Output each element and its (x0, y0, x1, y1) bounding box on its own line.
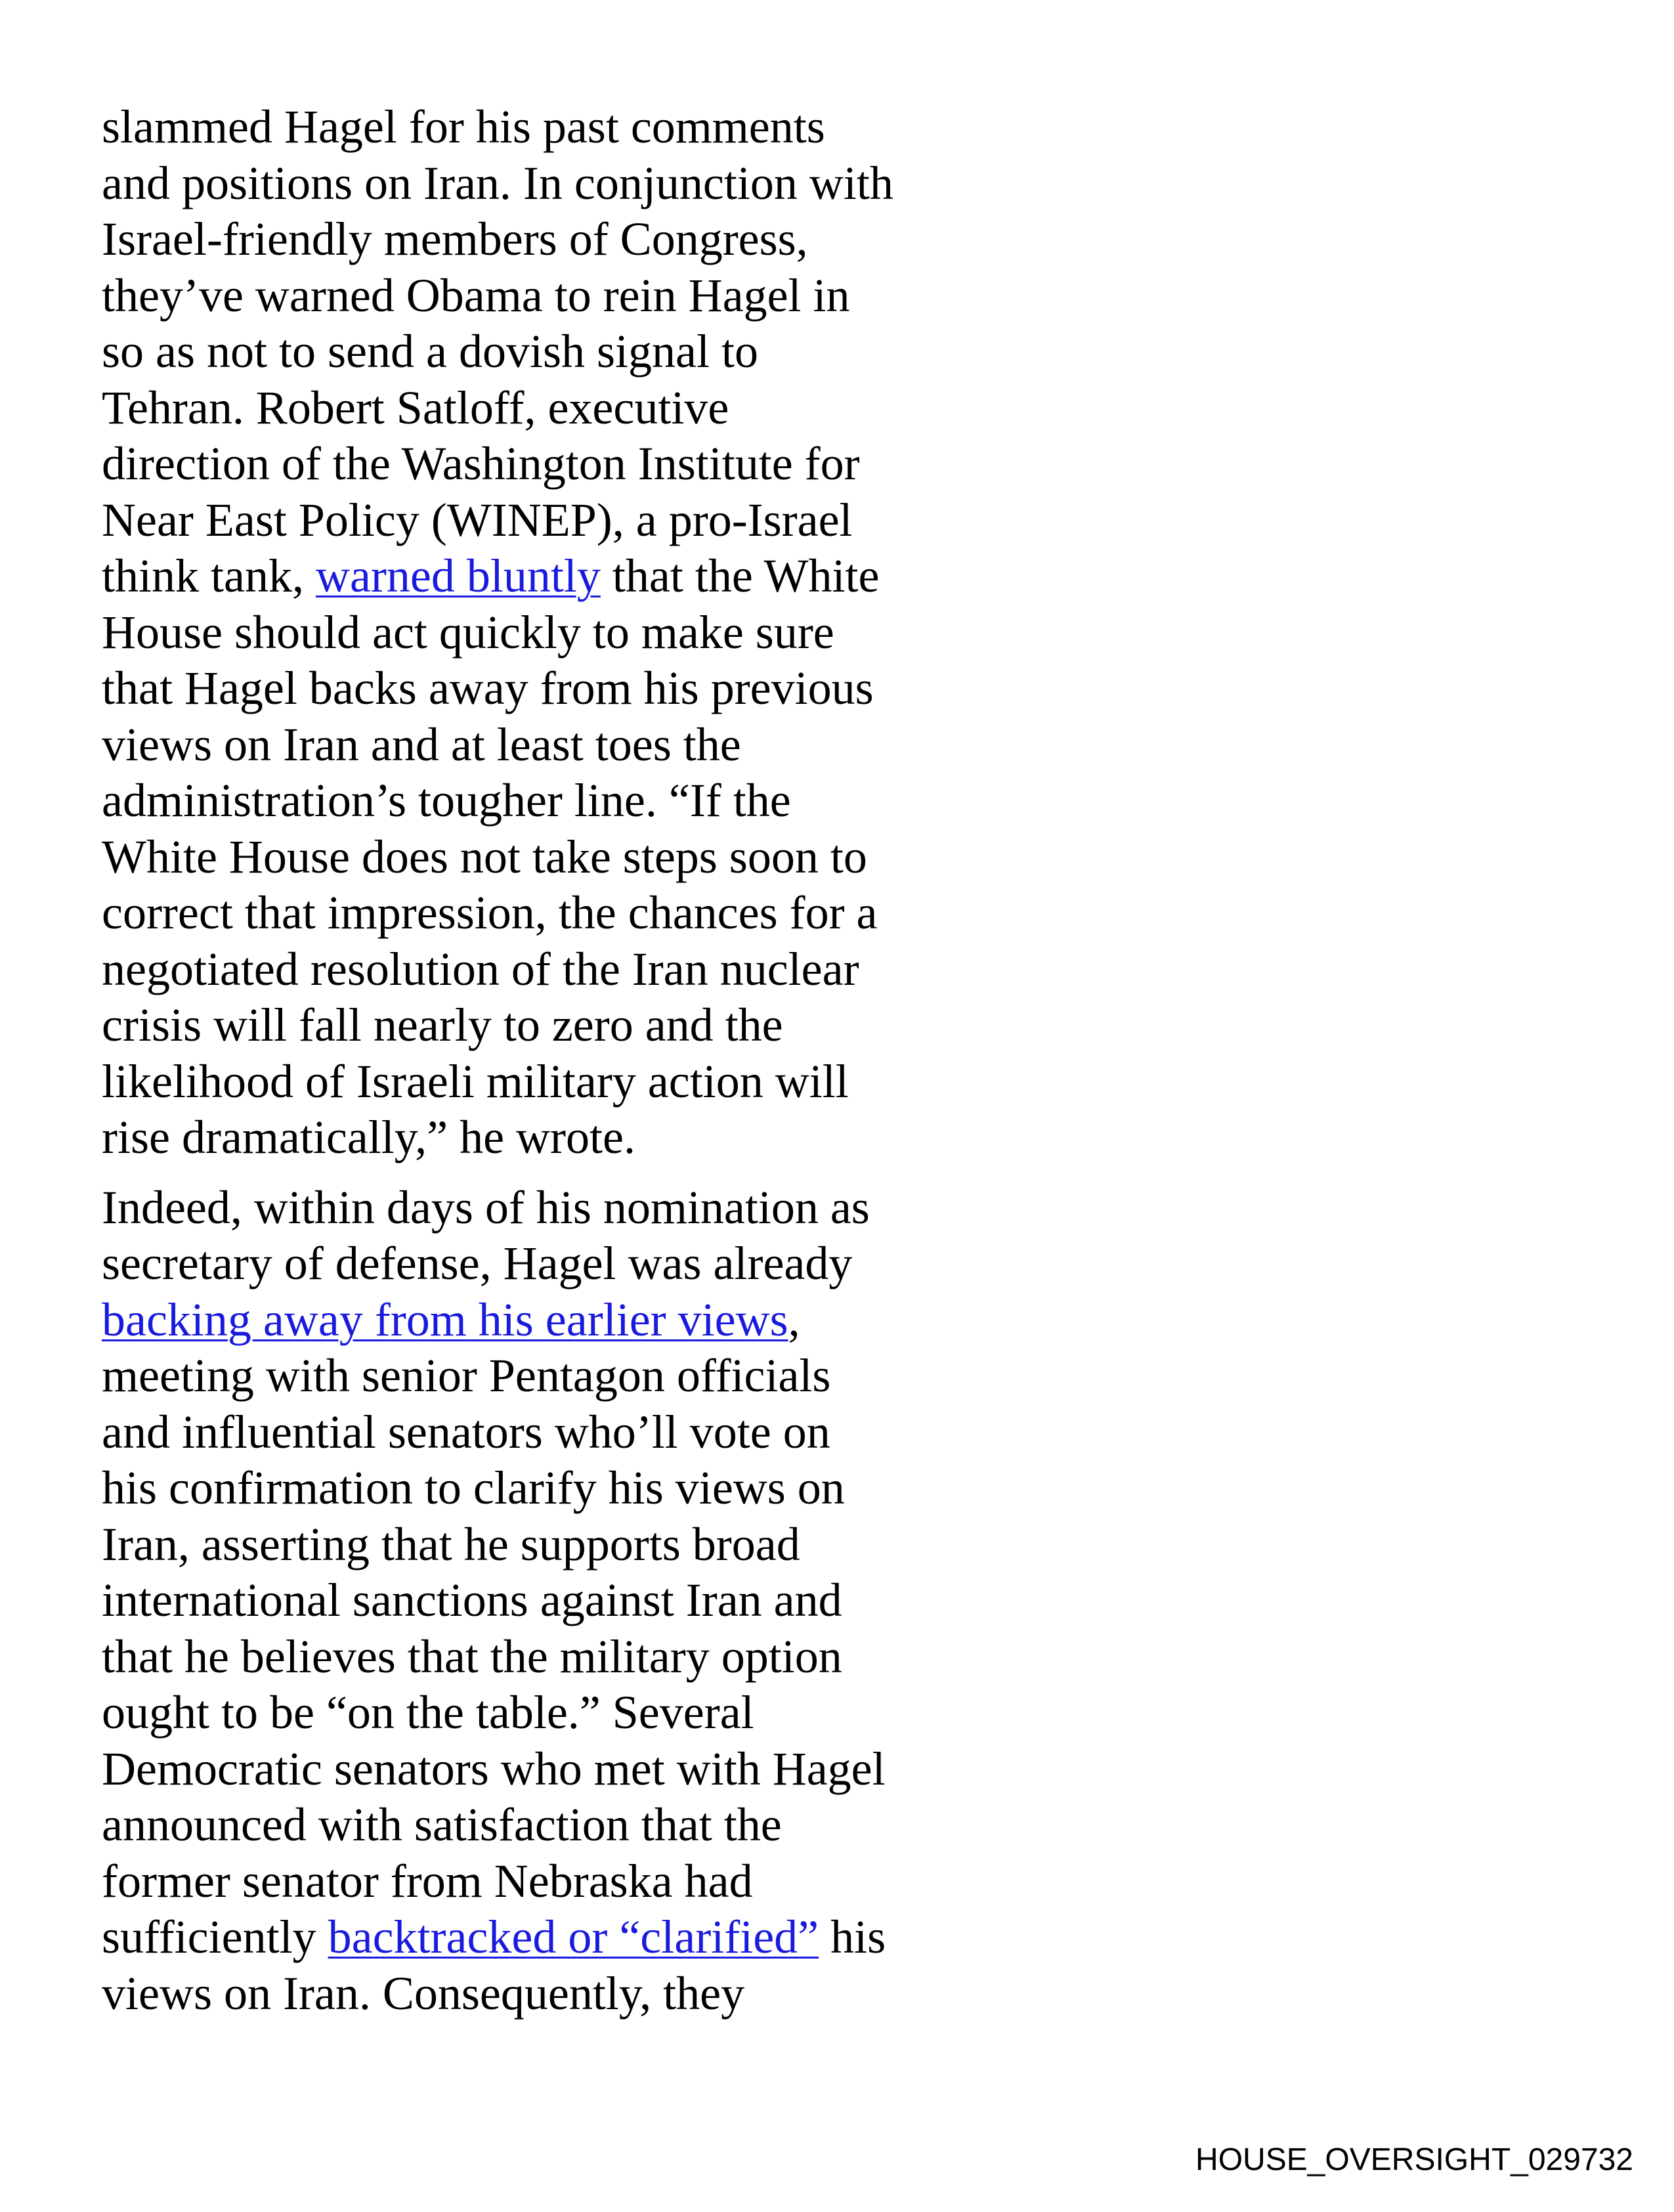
text-line (102, 1110, 955, 1166)
text-line (102, 661, 955, 717)
hyperlink[interactable]: backtracked or “clarified” (328, 1911, 819, 1963)
text-line (102, 1685, 955, 1741)
text-line (102, 99, 955, 156)
text-segment: direction of the Washington Institute for (102, 437, 860, 490)
text-line (102, 1292, 955, 1349)
text-segment: announced with satisfaction that the (102, 1798, 782, 1851)
text-segment: rise dramatically,” he wrote. (102, 1111, 635, 1163)
text-segment: think tank, (102, 550, 316, 602)
text-segment: sufficiently (102, 1911, 328, 1963)
text-segment: likelihood of Israeli military action will (102, 1054, 849, 1108)
text-line (102, 997, 955, 1054)
text-segment: Tehran. Robert Satloff, executive (102, 381, 729, 434)
paragraph (102, 1180, 955, 2022)
text-segment: former senator from Nebraska had (102, 1854, 753, 1907)
text-line (102, 1854, 955, 1910)
document-body (102, 99, 955, 2035)
text-segment: Near East Policy (WINEP), a pro-Israel (102, 493, 853, 546)
text-line (102, 548, 955, 605)
text-line (102, 156, 955, 212)
text-line (102, 942, 955, 998)
text-segment: Indeed, within days of his nomination as (102, 1181, 870, 1234)
text-line (102, 1741, 955, 1798)
text-line (102, 885, 955, 942)
text-segment: that the White (600, 550, 880, 602)
text-line (102, 1517, 955, 1573)
text-segment: White House does not take steps soon to (102, 830, 867, 883)
text-segment: secretary of defense, Hagel was already (102, 1237, 853, 1290)
text-line (102, 717, 955, 773)
text-line (102, 1236, 955, 1292)
text-segment: slammed Hagel for his past comments (102, 100, 825, 153)
hyperlink[interactable]: warned bluntly (315, 550, 601, 602)
text-segment: Democratic senators who met with Hagel (102, 1742, 886, 1795)
text-segment: they’ve warned Obama to rein Hagel in (102, 269, 850, 322)
text-line (102, 1966, 955, 2022)
text-segment: and influential senators who’ll vote on (102, 1405, 830, 1458)
text-segment: views on Iran and at least toes the (102, 718, 741, 771)
text-segment: meeting with senior Pentagon officials (102, 1349, 831, 1402)
text-line (102, 1404, 955, 1461)
text-segment: administration’s tougher line. “If the (102, 774, 791, 827)
text-line (102, 436, 955, 492)
text-segment: international sanctions against Iran and (102, 1574, 842, 1626)
text-segment: his confirmation to clarify his views on (102, 1462, 845, 1514)
text-line (102, 324, 955, 380)
text-line (102, 605, 955, 661)
text-line (102, 268, 955, 324)
text-segment: negotiated resolution of the Iran nuclear (102, 942, 859, 995)
paragraph (102, 99, 955, 1166)
text-segment: Iran, asserting that he supports broad (102, 1517, 800, 1571)
text-line (102, 1180, 955, 1236)
text-segment: Israel-friendly members of Congress, (102, 213, 808, 265)
hyperlink[interactable]: backing away from his earlier views (102, 1293, 788, 1346)
text-line (102, 1572, 955, 1629)
text-segment: correct that impression, the chances for a (102, 886, 878, 939)
text-line (102, 1797, 955, 1854)
text-segment: ought to be “on the table.” Several (102, 1686, 754, 1739)
text-line (102, 380, 955, 437)
text-line (102, 1909, 955, 1966)
text-segment: , (788, 1293, 800, 1346)
text-segment: views on Iran. Consequently, they (102, 1966, 745, 2020)
text-line (102, 492, 955, 549)
text-line (102, 829, 955, 886)
text-line (102, 1460, 955, 1517)
text-line (102, 1054, 955, 1110)
text-segment: House should act quickly to make sure (102, 605, 834, 659)
text-line (102, 773, 955, 829)
text-segment: crisis will fall nearly to zero and the (102, 999, 783, 1051)
text-segment: his (819, 1911, 886, 1963)
text-line (102, 1629, 955, 1685)
text-segment: that Hagel backs away from his previous (102, 662, 874, 714)
text-segment: that he believes that the military option (102, 1630, 842, 1683)
text-line (102, 211, 955, 268)
bates-number: HOUSE_OVERSIGHT_029732 (1195, 2142, 1633, 2177)
text-segment: and positions on Iran. In conjunction with (102, 156, 893, 209)
text-segment: so as not to send a dovish signal to (102, 325, 758, 378)
text-line (102, 1348, 955, 1404)
